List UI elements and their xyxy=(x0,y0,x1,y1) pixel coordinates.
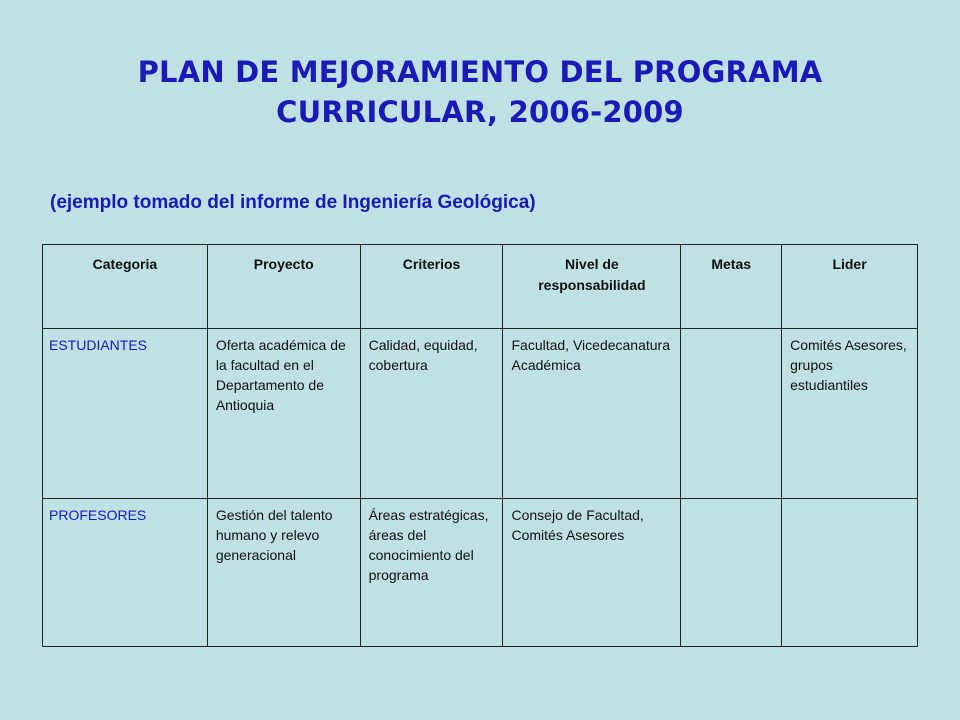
cell-proyecto: Oferta académica de la facultad en el Departamento de Antioquia xyxy=(207,329,360,499)
cell-metas xyxy=(681,329,782,499)
plan-table xyxy=(42,244,918,647)
cell-nivel: Facultad, Vicedecanatura Académica xyxy=(503,329,681,499)
cell-lider xyxy=(782,499,918,647)
cell-criterios: Áreas estratégicas, áreas del conocimiento del programa xyxy=(360,499,503,647)
header-metas: Metas xyxy=(681,245,782,329)
header-nivel: Nivel de responsabilidad xyxy=(503,245,681,329)
cell-categoria: ESTUDIANTES xyxy=(43,329,208,499)
header-categoria: Categoria xyxy=(43,245,208,329)
cell-criterios: Calidad, equidad, cobertura xyxy=(360,329,503,499)
cell-proyecto: Gestión del talento humano y relevo generacional xyxy=(207,499,360,647)
header-proyecto: Proyecto xyxy=(207,245,360,329)
cell-lider: Comités Asesores, grupos estudiantiles xyxy=(782,329,918,499)
subtitle: (ejemplo tomado del informe de Ingeniería Geológica) xyxy=(50,192,536,213)
cell-categoria: PROFESORES xyxy=(43,499,208,647)
cell-metas xyxy=(681,499,782,647)
table-row xyxy=(43,499,918,647)
title-line-1: PLAN DE MEJORAMIENTO DEL PROGRAMA xyxy=(137,55,823,89)
cell-nivel: Consejo de Facultad, Comités Asesores xyxy=(503,499,681,647)
title-line-2: CURRICULAR, 2006-2009 xyxy=(276,95,684,129)
header-lider: Lider xyxy=(782,245,918,329)
table-header-row xyxy=(43,245,918,329)
header-criterios: Criterios xyxy=(360,245,503,329)
table-row xyxy=(43,329,918,499)
page-title xyxy=(0,52,960,132)
